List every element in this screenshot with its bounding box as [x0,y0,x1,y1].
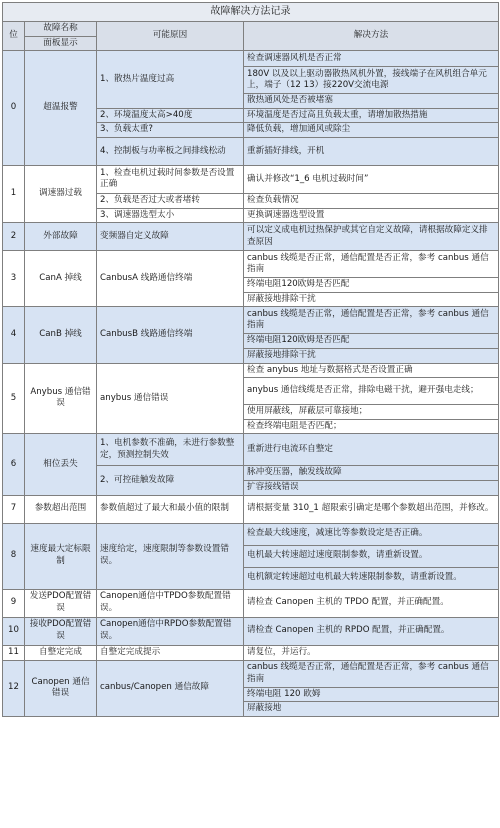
method-cell: 180V 以及以上驱动器散热风机外置，接线端子在风机组合单元上，端子（12 13）接220V交流电源 [244,67,499,94]
header-panel: 面板显示 [25,36,97,51]
fault-name: 调速器过载 [25,165,97,222]
cause-cell: 参数值超过了最大和最小值的限制 [97,495,244,523]
method-cell: 请复位，并运行。 [244,645,499,660]
fault-name: Canopen 通信错误 [25,660,97,716]
header-method: 解决方法 [244,22,499,51]
method-cell: 更换调速器选型设置 [244,208,499,223]
cause-cell: 1、检查电机过载时间参数是否设置正确 [97,165,244,193]
method-cell: 终端电阻120欧姆是否匹配 [244,334,499,349]
row-bit: 6 [3,434,25,495]
method-cell: 检查调速器风机是否正常 [244,51,499,67]
cause-cell: 3、调速器选型太小 [97,208,244,223]
row-bit: 5 [3,363,25,434]
method-cell: 确认并修改“1_6 电机过载时间” [244,165,499,193]
method-cell: 重新进行电流环自整定 [244,434,499,466]
cause-cell: Canopen通信中TPDO参数配置错误。 [97,589,244,617]
fault-name: CanB 掉线 [25,307,97,363]
row-bit: 3 [3,251,25,307]
method-cell: 散热通风处是否被堵塞 [244,94,499,109]
cause-cell: canbus/Canopen 通信故障 [97,660,244,716]
header-cause: 可能原因 [97,22,244,51]
method-cell: canbus 线缆是否正常，通信配置是否正常，参考 canbus 通信指南 [244,660,499,687]
fault-name: CanA 掉线 [25,251,97,307]
method-cell: 重新插好排线，开机 [244,137,499,165]
row-bit: 2 [3,223,25,251]
method-cell: 环境温度是否过高且负载太重，请增加散热措施 [244,108,499,123]
method-cell: 检查 anybus 地址与数据格式是否设置正确 [244,363,499,378]
method-cell: 请检查 Canopen 主机的 RPDO 配置，并正确配置。 [244,617,499,645]
header-name: 故障名称 [25,22,97,37]
fault-name: 接收PDO配置错误 [25,617,97,645]
row-bit: 4 [3,307,25,363]
fault-name: 外部故障 [25,223,97,251]
cause-cell: 1、电机参数不准确，未进行参数整定，预测控制失效 [97,434,244,466]
header-bit: 位 [3,22,25,51]
row-bit: 8 [3,523,25,589]
method-cell: 可以定义成电机过热保护或其它自定义故障，请根据故障定义排查原因 [244,223,499,251]
row-bit: 9 [3,589,25,617]
table-title: 故障解决方法记录 [3,3,499,22]
method-cell: 降低负载，增加通风或除尘 [244,123,499,138]
method-cell: 脉冲变压器，触发线故障 [244,466,499,481]
method-cell: canbus 线缆是否正常，通信配置是否正常，参考 canbus 通信指南 [244,307,499,334]
method-cell: 屏蔽接地排除干扰 [244,292,499,307]
method-cell: 扩容接线错误 [244,480,499,495]
cause-cell: 3、负载太重? [97,123,244,138]
method-cell: canbus 线缆是否正常，通信配置是否正常，参考 canbus 通信指南 [244,251,499,278]
cause-cell: CanbusB 线路通信终端 [97,307,244,363]
fault-name: 超温报警 [25,51,97,166]
fault-name: 自整定完成 [25,645,97,660]
method-cell: 终端电阻120欧姆是否匹配 [244,278,499,293]
method-cell: 屏蔽接地排除干扰 [244,348,499,363]
fault-name: Anybus 通信错误 [25,363,97,434]
cause-cell: 2、负载是否过大或者堵转 [97,193,244,208]
cause-cell: 变频器自定义故障 [97,223,244,251]
method-cell: 检查最大线速度，减速比等参数设定是否正确。 [244,523,499,545]
fault-table [2,2,499,717]
method-cell: 屏蔽接地 [244,702,499,717]
fault-name: 速度最大定标限制 [25,523,97,589]
fault-name: 相位丢失 [25,434,97,495]
row-bit: 1 [3,165,25,222]
row-bit: 7 [3,495,25,523]
cause-cell: 2、环境温度太高>40度 [97,108,244,123]
cause-cell: 自整定完成提示 [97,645,244,660]
row-bit: 11 [3,645,25,660]
cause-cell: 速度给定，速度限制等参数设置错误。 [97,523,244,589]
method-cell: 使用屏蔽线，屏蔽层可靠接地； [244,405,499,420]
cause-cell: 4、控制板与功率板之间排线松动 [97,137,244,165]
method-cell: 电机额定转速超过电机最大转速限制参数，请重新设置。 [244,567,499,589]
cause-cell: anybus 通信错误 [97,363,244,434]
method-cell: 终端电阻 120 欧姆 [244,687,499,702]
row-bit: 12 [3,660,25,716]
method-cell: anybus 通信线缆是否正常，排除电磁干扰，避开强电走线； [244,378,499,405]
method-cell: 检查负载情况 [244,193,499,208]
method-cell: 请检查 Canopen 主机的 TPDO 配置，并正确配置。 [244,589,499,617]
cause-cell: CanbusA 线路通信终端 [97,251,244,307]
method-cell: 电机最大转速超过速度限制参数，请重新设置。 [244,545,499,567]
row-bit: 0 [3,51,25,166]
fault-name: 参数超出范围 [25,495,97,523]
method-cell: 请根据变量 310_1 超限索引确定是哪个参数超出范围，并修改。 [244,495,499,523]
row-bit: 10 [3,617,25,645]
cause-cell: 2、可控硅触发故障 [97,466,244,495]
cause-cell: 1、散热片温度过高 [97,51,244,109]
cause-cell: Canopen通信中RPDO参数配置错误。 [97,617,244,645]
method-cell: 检查终端电阻是否匹配； [244,419,499,434]
fault-name: 发送PDO配置错误 [25,589,97,617]
